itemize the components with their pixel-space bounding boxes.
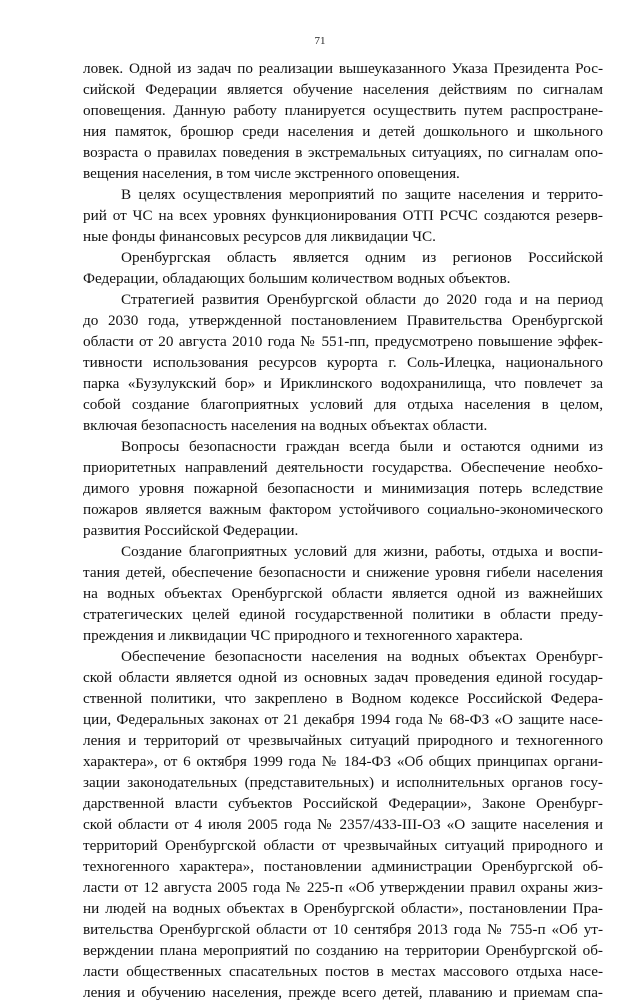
text-line: возраста о правилах поведения в экстремальных ситуациях, по сигналам опо-	[83, 144, 603, 161]
text-line: на водных объектах Оренбургской области является одной из важнейших	[83, 585, 603, 602]
text-line: парка «Бузулукский бор» и Ириклинского водохранилища, что повлечет за	[83, 375, 603, 392]
text-line: пожаров является важным фактором устойчивого социально-экономического	[83, 501, 603, 518]
text-line: вещения населения, в том числе экстренного оповещения.	[83, 165, 460, 182]
text-line: Федерации, обладающих большим количеством водных объектов.	[83, 270, 511, 287]
text-line: Создание благоприятных условий для жизни, работы, отдыха и воспи-	[121, 543, 603, 560]
text-line: ные фонды финансовых ресурсов для ликвидации ЧС.	[83, 228, 436, 245]
text-line: характера», от 6 октября 1999 года № 184-ФЗ «Об общих принципах органи-	[83, 753, 603, 770]
text-line: развития Российской Федерации.	[83, 522, 299, 539]
text-line: ласти общественных спасательных постов в местах массового отдыха насе-	[83, 963, 603, 980]
text-line: преждения и ликвидации ЧС природного и техногенного характера.	[83, 627, 523, 644]
text-line: приоритетных направлений деятельности государства. Обеспечение необхо-	[83, 459, 603, 476]
text-line: В целях осуществления мероприятий по защите населения и террито-	[121, 186, 603, 203]
text-line: Обеспечение безопасности населения на водных объектах Оренбург-	[121, 648, 603, 665]
text-line: ления и обучению населения, прежде всего детей, плаванию и приемам спа-	[83, 984, 603, 1001]
text-line: области от 20 августа 2010 года № 551-пп, предусмотрено повышение эффек-	[83, 333, 603, 350]
text-line: Вопросы безопасности граждан всегда были и остаются одними из	[121, 438, 603, 455]
text-line: Стратегией развития Оренбургской области до 2020 года и на период	[121, 291, 603, 308]
text-line: техногенного характера», постановлении администрации Оренбургской об-	[83, 858, 603, 875]
text-line: ния памяток, брошюр среди населения и детей дошкольного и школьного	[83, 123, 603, 140]
text-line: ской области от 4 июля 2005 года № 2357/433-III-ОЗ «О защите населения и	[83, 816, 603, 833]
text-line: территорий Оренбургской области от чрезвычайных ситуаций природного и	[83, 837, 603, 854]
text-line: вительства Оренбургской области от 10 сентября 2013 года № 755-п «Об ут-	[83, 921, 603, 938]
page-number: 71	[314, 35, 326, 47]
document-body	[83, 58, 603, 1003]
text-line: ления и территорий от чрезвычайных ситуаций природного и техногенного	[83, 732, 603, 749]
text-line: тивности использования ресурсов курорта г. Соль-Илецка, национального	[83, 354, 603, 371]
text-line: зации законодательных (представительных) и исполнительных органов госу-	[83, 774, 603, 791]
text-line: ловек. Одной из задач по реализации вышеуказанного Указа Президента Рос-	[83, 60, 603, 77]
text-line: включая безопасность населения на водных объектах области.	[83, 417, 488, 434]
text-line: собой создание благоприятных условий для отдыха населения в целом,	[83, 396, 603, 413]
text-line: стратегических целей единой государственной политики в области преду-	[83, 606, 603, 623]
text-line: сийской Федерации является обучение населения действиям по сигналам	[83, 81, 603, 98]
text-line: оповещения. Данную работу планируется осуществить путем распростране-	[83, 102, 603, 119]
text-line: до 2030 года, утвержденной постановлением Правительства Оренбургской	[83, 312, 603, 329]
text-line: рий от ЧС на всех уровнях функционирования ОТП РСЧС создаются резерв-	[83, 207, 603, 224]
text-line: Оренбургская область является одним из регионов Российской	[121, 249, 603, 266]
text-line: верждении плана мероприятий по созданию на территории Оренбургской об-	[83, 942, 603, 959]
text-line: ции, Федеральных законах от 21 декабря 1994 года № 68-ФЗ «О защите насе-	[83, 711, 603, 728]
text-line: дарственной власти субъектов Российской Федерации», Законе Оренбург-	[83, 795, 603, 812]
text-line: ственной политики, что закреплено в Водном кодексе Российской Федера-	[83, 690, 603, 707]
text-line: димого уровня пожарной безопасности и минимизация потерь вследствие	[83, 480, 603, 497]
text-line: ской области является одной из основных задач проведения единой государ-	[83, 669, 603, 686]
text-line: ни людей на водных объектах в Оренбургской области», постановлении Пра-	[83, 900, 603, 917]
text-line: тания детей, обеспечение безопасности и снижение уровня гибели населения	[83, 564, 603, 581]
text-line: ласти от 12 августа 2005 года № 225-п «Об утверждении правил охраны жиз-	[83, 879, 603, 896]
